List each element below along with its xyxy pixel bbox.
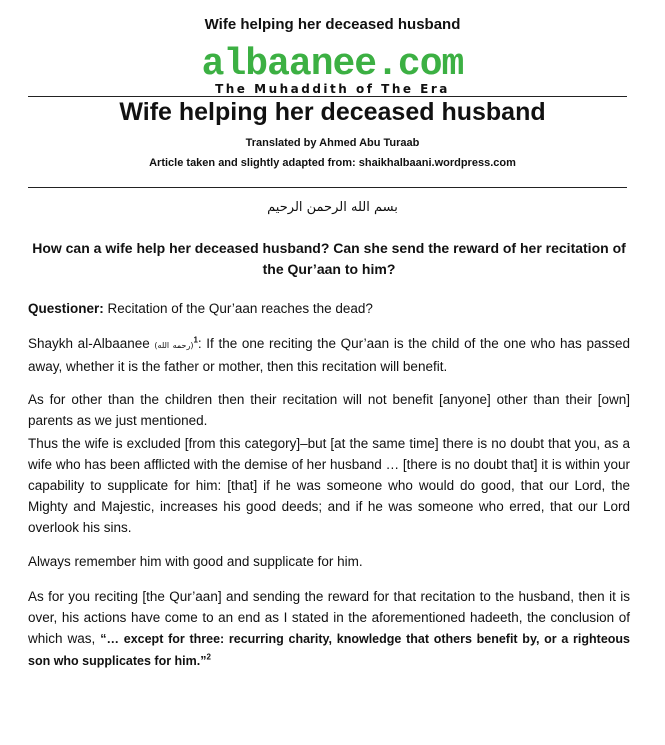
paragraph-questioner — [28, 298, 630, 319]
honorific-text: (رحمه الله) — [154, 341, 194, 350]
paragraph-reciting — [28, 586, 630, 672]
paragraph-other-children: As for other than the children then their recitation will not benefit [anyone] other than their [own] parents as we just mentioned. — [28, 392, 630, 428]
shaykh-name: Shaykh al-Albaanee — [28, 336, 155, 351]
footnote-ref-2[interactable]: 2 — [206, 652, 211, 662]
header-rule-bottom — [28, 187, 627, 188]
basmala: بسم الله الرحمن الرحيم — [267, 200, 398, 215]
paragraph-shaykh-answer — [28, 333, 630, 377]
questioner-label: Questioner: — [28, 301, 104, 316]
site-logo[interactable] — [0, 43, 665, 86]
footnote-ref-1[interactable]: 1 — [193, 335, 198, 345]
translator-credit: Translated by Ahmed Abu Turaab — [245, 137, 420, 149]
paragraph-wife-excluded: Thus the wife is excluded [from this category]–but [at the same time] there is no doubt that you, as a wife who has been afflicted with the demise of her husband … [there is no doubt that] it is within your capability to supplicate for him: [that] if he was someone who would do good, that our Lord, the Mighty and Majestic, increases his good deeds; and if he was someone who erred, that our Lord overlook his sins. — [28, 436, 630, 535]
paragraph-remember: Always remember him with good and supplicate for him. — [28, 554, 363, 569]
logo-wordmark: albaanee.com — [201, 43, 464, 86]
source-credit: Article taken and slightly adapted from: shaikhalbaani.wordpress.com — [149, 157, 516, 169]
question-heading: How can a wife help her deceased husband? Can she send the reward of her recitation of the Qur’aan to him? — [32, 240, 626, 277]
running-head: Wife helping her deceased husband — [204, 16, 461, 33]
reciting-text: As for you reciting [the Qur’aan] and sending the reward for that recitation to the husband, then it is over, his actions have come to an end as I stated in the aforementioned hadeeth, the conclusion of which was, — [28, 589, 630, 646]
hadeeth-quote: “… except for three: recurring charity, knowledge that others benefit by, or a righteous son who supplicates for him.” — [28, 632, 630, 668]
answer-text: : If the one reciting the Qur’aan is the child of the one who has passed away, whether it is the father or mother, then this recitation will benefit. — [28, 336, 630, 374]
questioner-text: Recitation of the Qur’aan reaches the dead? — [103, 301, 373, 316]
article-title: Wife helping her deceased husband — [119, 98, 546, 126]
logo-tagline: The Muhaddith of The Era — [215, 82, 450, 96]
